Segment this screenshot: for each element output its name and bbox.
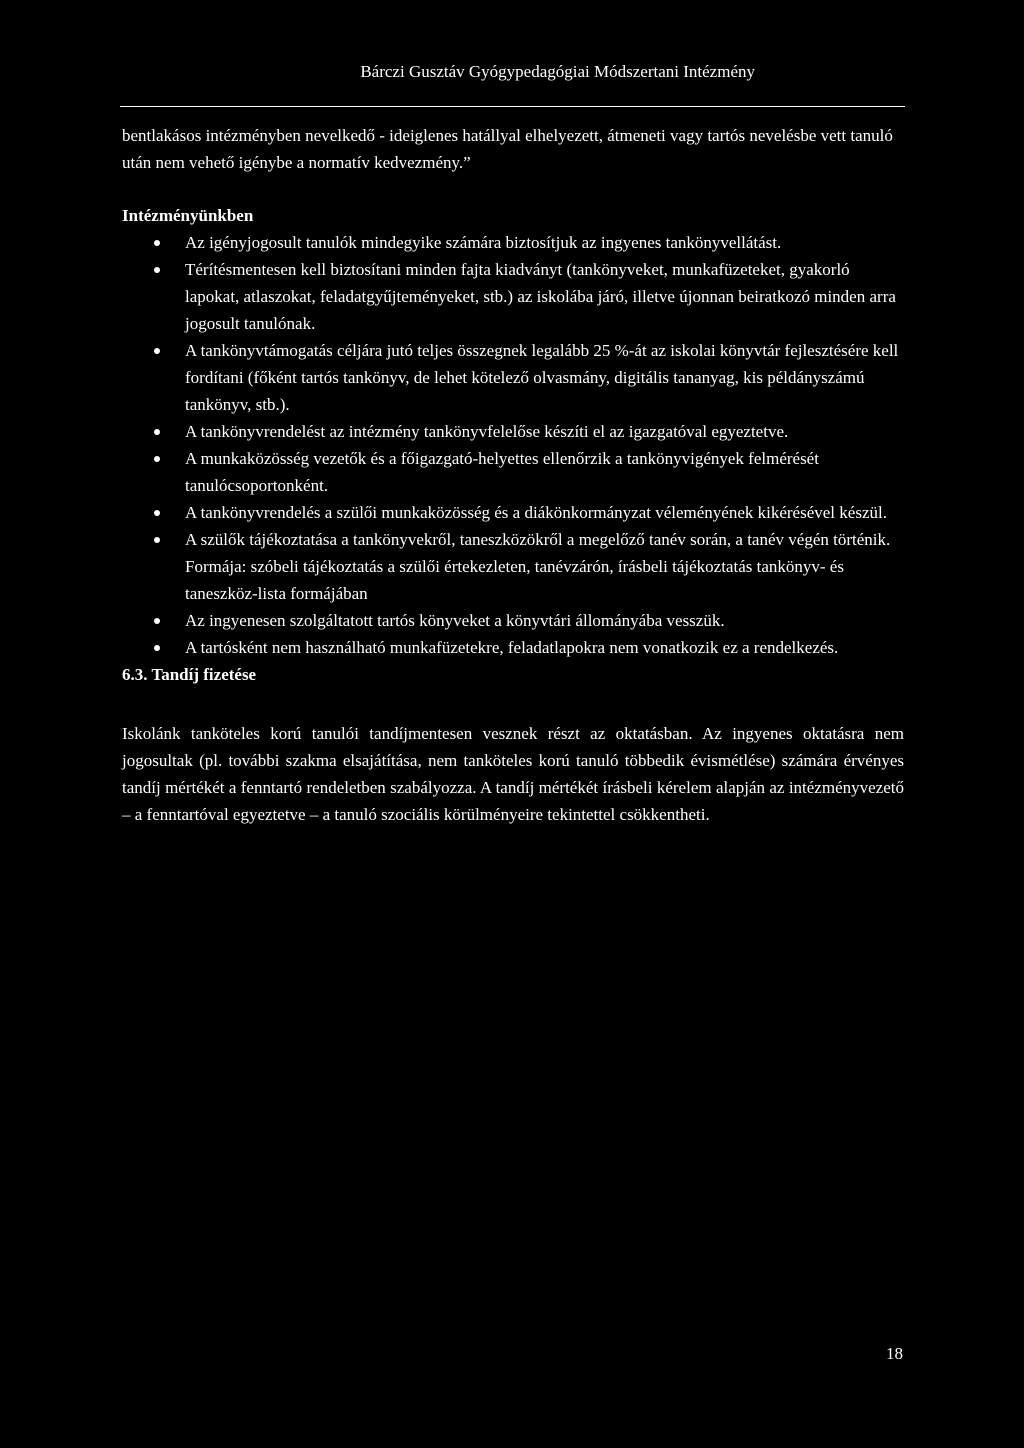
list-item xyxy=(122,337,904,418)
list-item xyxy=(122,229,904,256)
list-item xyxy=(122,256,904,337)
bullet-icon xyxy=(154,645,160,651)
list-item-text: A tankönyvtámogatás céljára jutó teljes összegnek legalább 25 %-át az iskolai könyvtár fejlesztésére kell fordítani (főként tartós tankönyv, de lehet kötelező olvasmány, digitális tananyag, kis példányszámú tankönyv, stb.). xyxy=(185,341,899,414)
bullet-icon xyxy=(154,510,160,516)
section-heading: Intézményünkben xyxy=(122,206,254,225)
page-header: Bárczi Gusztáv Gyógypedagógiai Módszertani Intézmény xyxy=(360,62,755,81)
bullet-icon xyxy=(154,240,160,246)
bullet-icon xyxy=(154,618,160,624)
list-item xyxy=(122,607,904,634)
list-item-text: A tankönyvrendelés a szülői munkaközösség és a diákönkormányzat véleményének kikérésével készül. xyxy=(185,503,887,522)
section-6-3-body: Iskolánk tanköteles korú tanulói tandíjmentesen vesznek részt az oktatásban. Az ingyenes oktatásra nem jogosultak (pl. további szakma elsajátítása, nem tanköteles korú tanuló többedik évismétlése) számára érvényes tandíj mértékét a fenntartó rendeletben szabályozza. A tandíj mértékét írásbeli kérelem alapján az intézményvezető – a fenntartóval egyeztetve – a tanuló szociális körülményeire tekintettel csökkentheti. xyxy=(122,724,904,824)
list-item xyxy=(122,526,904,607)
list-item-text: A munkaközösség vezetők és a főigazgató-helyettes ellenőrzik a tankönyvigények felmérését tanulócsoportonként. xyxy=(185,449,819,495)
list-item-text: A tartósként nem használható munkafüzetekre, feladatlapokra nem vonatkozik ez a rendelkezés. xyxy=(185,638,839,657)
bullet-list xyxy=(122,229,904,661)
page-content xyxy=(122,122,904,828)
bullet-icon xyxy=(154,537,160,543)
list-item-text: A szülők tájékoztatása a tankönyvekről, taneszközökről a megelőző tanév során, a tanév végén történik. Formája: szóbeli tájékoztatás a szülői értekezleten, tanévzárón, írásbeli tájékoztatás tankönyv- és taneszköz-lista formájában xyxy=(185,530,891,603)
list-item-text: Az ingyenesen szolgáltatott tartós könyveket a könyvtári állományába vesszük. xyxy=(185,611,725,630)
list-item xyxy=(122,499,904,526)
list-item-text: Az igényjogosult tanulók mindegyike számára biztosítjuk az ingyenes tankönyvellátást. xyxy=(185,233,782,252)
section-title-6-3: 6.3. Tandíj fizetése xyxy=(122,665,257,684)
list-item xyxy=(122,418,904,445)
bullet-icon xyxy=(154,267,160,273)
bullet-icon xyxy=(154,429,160,435)
list-item-text: A tankönyvrendelést az intézmény tankönyvfelelőse készíti el az igazgatóval egyeztetve. xyxy=(185,422,789,441)
bullet-icon xyxy=(154,456,160,462)
list-item-text: Térítésmentesen kell biztosítani minden fajta kiadványt (tankönyveket, munkafüzeteket, gyakorló lapokat, atlaszokat, feladatgyűjteményeket, stb.) az iskolába járó, illetve újonnan beiratkozó minden arra jogosult tanulónak. xyxy=(185,260,896,333)
list-item xyxy=(122,445,904,499)
intro-paragraph: bentlakásos intézményben nevelkedő - ideiglenes hatállyal elhelyezett, átmeneti vagy tartós nevelésbe vett tanuló után nem vehető igénybe a normatív kedvezmény.” xyxy=(122,126,893,172)
page-number: 18 xyxy=(886,1344,903,1363)
list-item xyxy=(122,634,904,661)
bullet-icon xyxy=(154,348,160,354)
header-divider xyxy=(120,106,905,107)
